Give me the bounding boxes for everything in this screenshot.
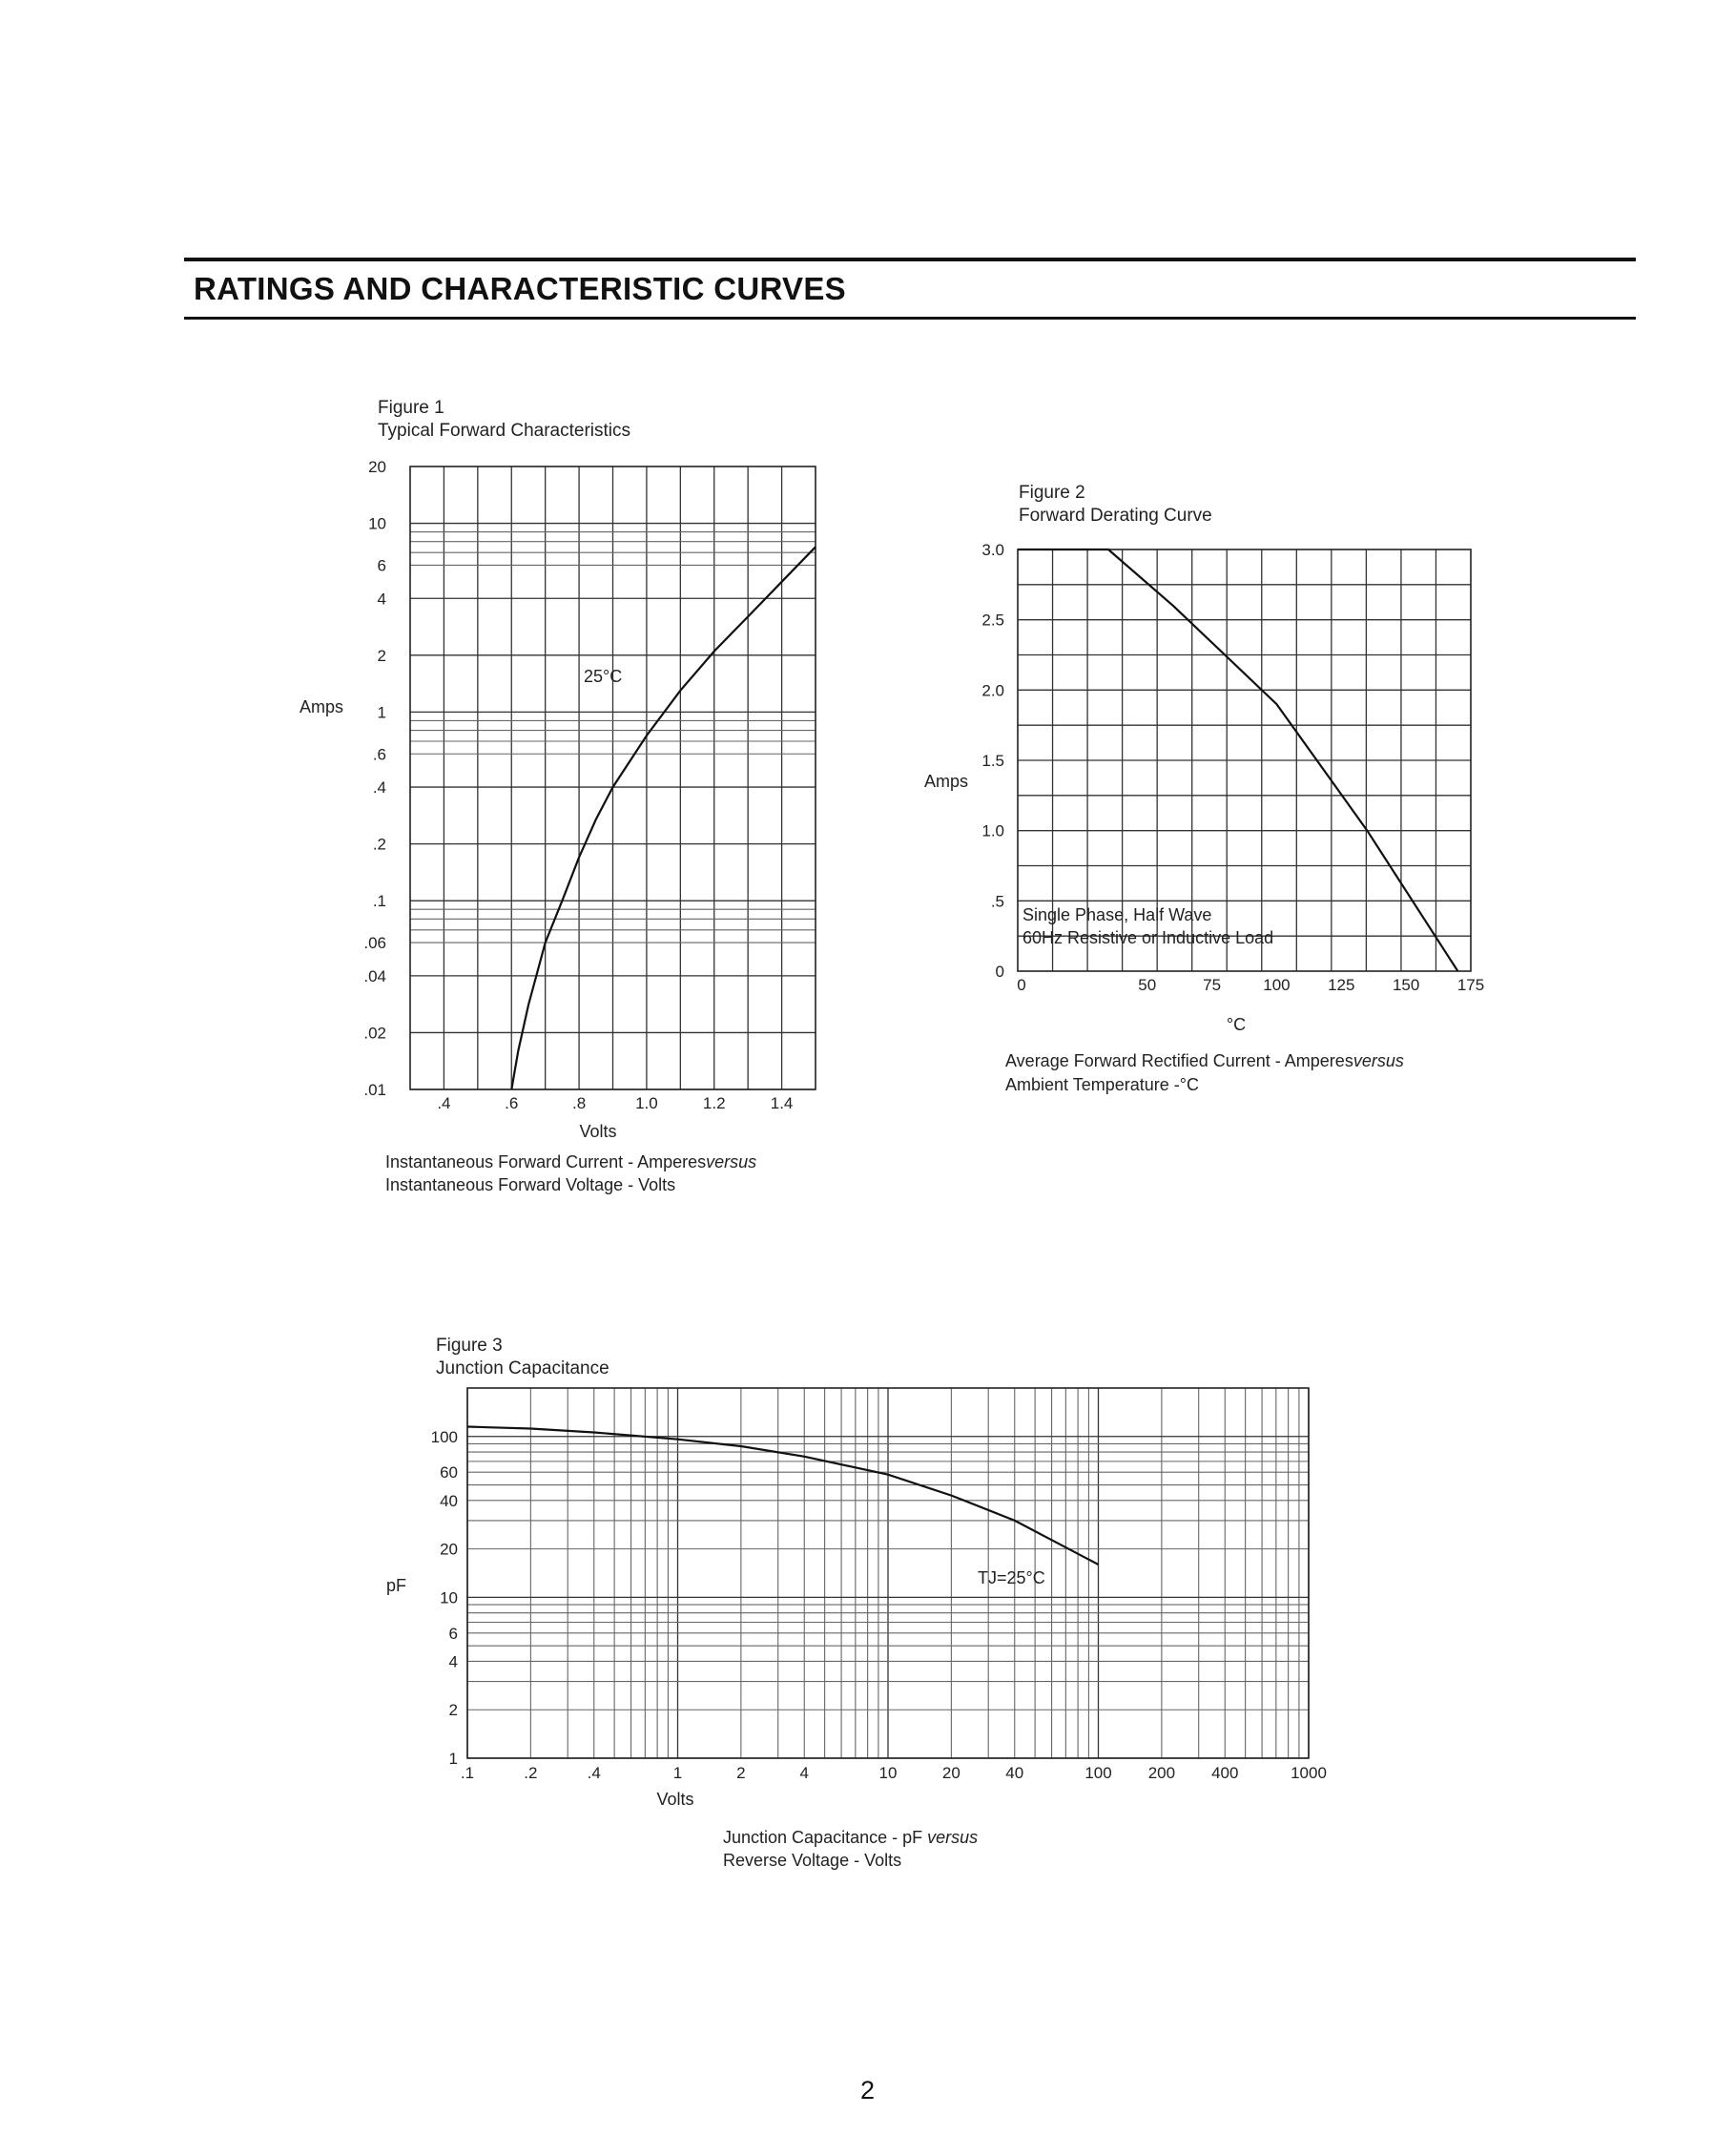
y-tick-label: 40 [440,1491,458,1510]
y-tick-label: 4 [377,590,386,609]
y-tick-label: 3.0 [981,541,1004,559]
x-tick-label: 2 [736,1764,746,1782]
y-tick-label: 60 [440,1463,458,1482]
x-tick-label: 1 [672,1764,683,1782]
x-tick-label: 1.4 [770,1094,794,1112]
x-axis-label: Volts [579,1122,617,1141]
temperature-annotation: TJ=25°C [978,1568,1045,1587]
x-tick-label: 1.0 [635,1094,658,1112]
y-tick-label: .5 [990,892,1004,911]
x-tick-label: 0 [1017,976,1026,994]
figure-1-title: Typical Forward Characteristics [378,421,631,441]
y-tick-label: 100 [430,1427,458,1446]
y-tick-label: 10 [440,1588,458,1607]
caption-versus: versus [706,1152,757,1171]
y-tick-label: 2 [448,1701,458,1720]
x-tick-label: 50 [1138,976,1157,994]
y-tick-label: 2.0 [981,681,1004,700]
x-tick-label: 150 [1392,976,1420,994]
x-tick-label: 125 [1328,976,1355,994]
y-tick-label: .04 [363,966,386,985]
x-axis-label: °C [1226,1015,1247,1034]
section-title: RATINGS AND CHARACTERISTIC CURVES [194,271,846,306]
x-tick-label: 1000 [1291,1764,1327,1782]
x-tick-label: 1.2 [702,1094,726,1112]
page-number: 2 [859,2076,876,2104]
y-tick-label: 4 [448,1652,458,1671]
y-axis-label: pF [386,1576,407,1595]
y-tick-label: 2.5 [981,611,1004,630]
x-tick-label: 10 [878,1764,898,1782]
caption-text: Junction Capacitance - pF [723,1828,923,1847]
caption-line-1 [385,1152,756,1171]
x-tick-label: .8 [571,1094,587,1112]
x-tick-label: .6 [505,1094,519,1112]
x-tick-label: 4 [799,1764,809,1782]
y-tick-label: 6 [448,1624,458,1643]
y-tick-label: 0 [995,963,1004,981]
y-tick-label: 20 [368,458,386,476]
y-tick-label: .2 [372,835,386,854]
caption-versus: versus [1353,1051,1404,1070]
y-axis-label: Amps [299,697,344,716]
caption-line-1 [1005,1051,1404,1070]
y-axis-label: Amps [924,772,969,791]
capacitance-curve [467,1427,1099,1565]
caption-text: Average Forward Rectified Current - Amperes [1005,1051,1353,1070]
load-annotation-line-2: 60Hz Resistive or Inductive Load [1022,928,1274,947]
y-tick-label: .06 [363,934,386,953]
x-tick-label: 100 [1084,1764,1112,1782]
x-axis-label: Volts [656,1790,694,1809]
x-tick-label: .4 [587,1764,601,1782]
y-tick-label: .1 [372,892,386,911]
y-tick-label: 1 [377,703,386,722]
x-tick-label: .2 [524,1764,538,1782]
caption-text: Instantaneous Forward Current - Amperes [385,1152,707,1171]
y-tick-label: 2 [377,646,386,665]
figure-2-title: Forward Derating Curve [1019,506,1212,526]
forward-characteristic-curve [511,547,816,1089]
caption-versus: versus [922,1828,979,1847]
figure-3-label: Figure 3 [436,1336,503,1356]
x-tick-label: .4 [437,1094,451,1112]
figure-3-title: Junction Capacitance [436,1358,609,1379]
y-tick-label: 20 [440,1540,458,1559]
y-tick-label: 1.0 [981,821,1004,840]
y-tick-label: 1.5 [981,752,1004,770]
figure-3-chart [386,1336,1327,1870]
x-tick-label: 175 [1456,976,1485,994]
y-tick-label: 10 [368,514,386,533]
temperature-annotation: 25°C [584,667,623,686]
x-tick-label: 200 [1147,1764,1176,1782]
x-tick-label: 100 [1263,976,1291,994]
y-tick-label: 6 [377,556,386,575]
caption-line-2: Instantaneous Forward Voltage - Volts [385,1175,676,1194]
caption-line-2: Ambient Temperature -°C [1005,1075,1199,1094]
y-tick-label: .6 [372,745,386,764]
caption-line-1 [723,1828,978,1847]
x-tick-label: .1 [460,1764,475,1782]
figure-2-label: Figure 2 [1019,483,1085,503]
figure-1-chart [299,398,816,1194]
figure-2-chart [924,483,1484,1094]
load-annotation-line-1: Single Phase, Half Wave [1022,905,1212,924]
y-tick-label: .4 [372,778,386,798]
x-tick-label: 400 [1211,1764,1239,1782]
x-tick-label: 20 [941,1764,960,1782]
x-tick-label: 40 [1005,1764,1024,1782]
y-tick-label: .01 [363,1081,386,1099]
caption-line-2: Reverse Voltage - Volts [723,1851,902,1870]
x-tick-label: 75 [1203,976,1222,994]
y-tick-label: .02 [363,1024,386,1043]
figure-1-label: Figure 1 [378,398,444,418]
y-tick-label: 1 [448,1750,458,1768]
